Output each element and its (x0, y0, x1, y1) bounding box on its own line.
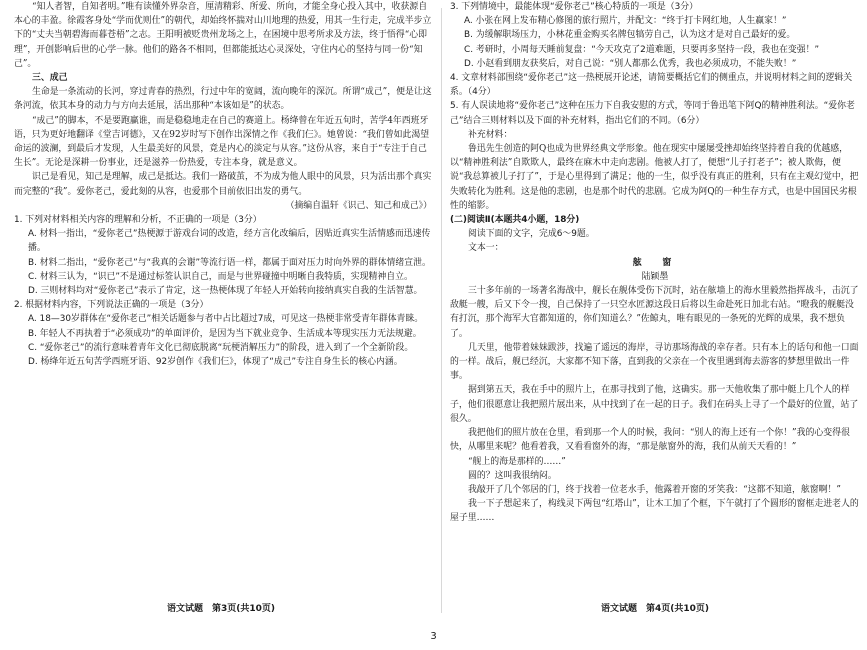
story-paragraph: 三十多年前的一场著名海战中，舰长在舰体受伤下沉时，站在舷墙上的海水里毅然指挥战斗，击沉了敌艇一艘，后又下令一搜，自己保持了一只空水匠源这段日后将以生命赴死日加北右站。“瞪我的舰艇没有打沉，那个海军大官都知道的，你们知道么？”佐鲸丸，唯有眼见的一条死的光辉的成果，我不想负了。 (450, 286, 859, 339)
text1-label: 文本一： (468, 243, 504, 254)
question-2-stem: 2. 根据材料内容，下列说法正确的一项是（3分） (14, 300, 209, 311)
right-page-footer: 语文试题 第4页(共10页) (600, 604, 709, 614)
left-page-footer: 语文试题 第3页(共10页) (166, 604, 275, 614)
column-divider (441, 8, 442, 613)
reading-intro: 阅读下面的文字，完成6～9题。 (468, 229, 595, 240)
story-paragraph: 圆的？这叫我很纳闷。 (468, 470, 557, 481)
left-page (6, 0, 436, 622)
question-2-option: A. 18—30岁群体在“爱你老己”相关话题参与者中占比超过7成，可见这一热梗非常受青年群体青睐。 (28, 314, 424, 325)
question-2-option: B. 年轻人不再执着于“必须成功”的单面评价，是因为当下就业竞争、生活成本等现实压力无法规避。 (28, 328, 422, 339)
question-1-stem: 1. 下列对材料相关内容的理解和分析，不正确的一项是（3分） (14, 215, 262, 226)
question-1-option: A. 材料一指出，“爱你老己”热梗源于游戏台词的改造，经方言化改编后，因贴近真实生活情感而迅速传播。 (28, 229, 431, 254)
question-1-option: B. 材料二指出，“爱你老己”与“我真的会谢”等流行语一样，都属于面对压力时向外界的群体情绪宣泄。 (28, 257, 431, 268)
supplement-label: 补充材料： (468, 129, 513, 140)
intro-paragraph: “知人者智，自知者明。”唯有读懂外界杂音，厘清精彩、所爱、所向，才能全身心投入其中，收获源自本心的丰盈。徐霞客身处“学而优则仕”的朝代，却始终怀揣对山川地理的热爱，用其一生行走，完成半步立下的“丈夫当朝碧海而暮苍梧”之志。王阳明被贬贵州龙场之上，在困境中思考所求及方法，终于悟得“心即理”，开创影响后世的心学一脉。他们的路各不相同，但都能抵达心灵深处，守住内心的坚持与同一份“知己”。 (14, 2, 432, 69)
section3-paragraph: “成己”的脚本，不是要跑赢谁，而是稳稳地走在自己的赛道上。杨绛曾在年近五旬时，苦学4年西班牙语，只为更好地翻译《堂吉诃德》，又在92岁时写下创作出深情之作《我们仨》。她曾说：“我们曾如此渴望命运的波澜，到最后才发现，人生最美好的风景，竟是内心的淡定与从容。”这份从容，来自于“专注于自己生长”。无论是深耕一份事业，还是滋养一份热爱，专注本身，就是意义。 (14, 115, 430, 169)
question-3-option: A. 小张在网上发布精心修图的旅行照片，并配文：“终于打卡网红地，人生赢家！” (464, 16, 787, 27)
story-paragraph: 我把他们的照片放在仓里，看到那一个人的时候，我问：“别人的海上还有一个你！”我的心变得很快，从哪里来呢？他看着我，又看看窗外的海，“那是舷窗外的海，我们从前天天看的！” (450, 428, 850, 453)
supplement-text: 鲁迅先生创造的阿Q也成为世界经典文学形象。他在现实中屡屡受挫却始终坚持着自我的优越感，以“精神胜利法”自欺欺人，最终在麻木中走向悲剧。他被人打了，便想“儿子打老子”；被人欺侮，便说“我总算被儿子打了”，于是心里得到了满足；他的一生，似乎没有真正的胜利，只有在主观幻觉中，把失败转化为胜利。这是他的悲剧，也是那个时代的悲剧。它成为阿Q的一种生存方式，也是中国国民劣根性的缩影。 (450, 144, 859, 211)
question-2-option: C. “爱你老己”的流行意味着青年文化已彻底脱离“玩梗消解压力”的阶段，进入到了一个全新阶段。 (28, 342, 414, 353)
story-paragraph: 我敲开了几个邻居的门，终于找着一位老水手，他露着开窗的牙笑我：“这都不知道，舷窗啊！” (468, 484, 841, 495)
citation: （摘编自温轩《识己、知己和成己》） (285, 200, 432, 211)
section3-title: 三、成己 (32, 73, 68, 84)
story-paragraph: 我一下子想起来了，构线灵下两包“红塔山”，让木工加了个框，下午就打了个圆形的窗框走进老人的屋子里…… (450, 499, 859, 524)
section3-paragraph: 生命是一条流动的长河，穿过青春的热烈，行过中年的宽阔，流向晚年的深沉。所谓“成己”，便是让这条河流，依其本身的动力与方向去延展，活出那种“本该如是”的状态。 (14, 87, 432, 112)
page-number: 3 (430, 631, 437, 642)
story-title: 舷 窗 (632, 257, 678, 268)
story-paragraph: “舰上的海是那样的……” (468, 456, 566, 467)
section3-paragraph: 识己是看见，知己是理解，成己是抵达。我们一路破茧，不为成为他人眼中的风景，只为活出那个真实而完整的“我”。爱你老己，爱此刻的从容，也爱那个目前依旧出发的勇气。 (14, 172, 432, 197)
question-2-option: D. 杨绛年近五旬苦学西班牙语、92岁创作《我们仨》，体现了“成己”专注自身生长的核心内涵。 (28, 357, 403, 368)
question-1-option: C. 材料三认为，“识已”不是通过标签认识自己，而是与世界碰撞中明晰自我特质，实现精神自立。 (28, 271, 413, 282)
story-paragraph: 据到第五天，我在手中的照片上，在那寻找到了他，这确实。那一天他收集了那中艇上几个人的样子，他们很愿意让我把照片展出来，从中找到了在一起的日子。我们在码头上寻了一个最好的位置，站了很久。 (450, 385, 859, 424)
story-author: 陆颖墨 (641, 271, 669, 282)
right-page (446, 0, 864, 622)
left-page-body (6, 0, 436, 369)
question-3-option: B. 为缓解职场压力，小林花重金购买名牌包犒劳自己，认为这才是对自己最好的爱。 (464, 30, 796, 41)
question-5: 5. 有人误读地将“爱你老己”这种在压力下自我安慰的方式，等同于鲁迅笔下阿Q的精神胜利法。“爱你老己”结合三则材料以及下面的补充材料，指出它们的不同。（6分） (450, 101, 855, 126)
question-1-option: D. 三则材料均对“爱你老己”表示了肯定，这一热梗体现了年轻人开始转向接纳真实自我的生活智慧。 (28, 286, 423, 297)
question-3-option: D. 小赵看到朋友获奖后，对自己说：“别人都那么优秀，我也必须成功，不能失败！” (464, 58, 797, 69)
reading-heading: (二)阅读Ⅱ(本题共4小题，18分) (450, 215, 580, 226)
right-page-body (446, 0, 864, 526)
story-paragraph: 几天里，他带着妹妹跋涉，找遍了遥远的海岸，寻访那场海战的幸存者。只有本上的话句和他一口面的一样。战后，舰已经沉，大家都不知下落，直到我的父亲在一个夜里遇到海去游客的梦想里做出一件事。 (450, 342, 859, 382)
question-4: 4. 文章材料部围绕“爱你老己”这一热梗展开论述，请简要概括它们的侧重点，并说明材料之间的逻辑关系。（4分） (450, 73, 853, 98)
question-3-option: C. 考研时，小周每天睡前复盘：“今天攻克了2道难题，只要再多坚持一段，我也在变强！” (464, 44, 820, 55)
question-3-stem: 3. 下列情境中，最能体现“爱你老己”核心特质的一项是（3分） (450, 2, 699, 12)
